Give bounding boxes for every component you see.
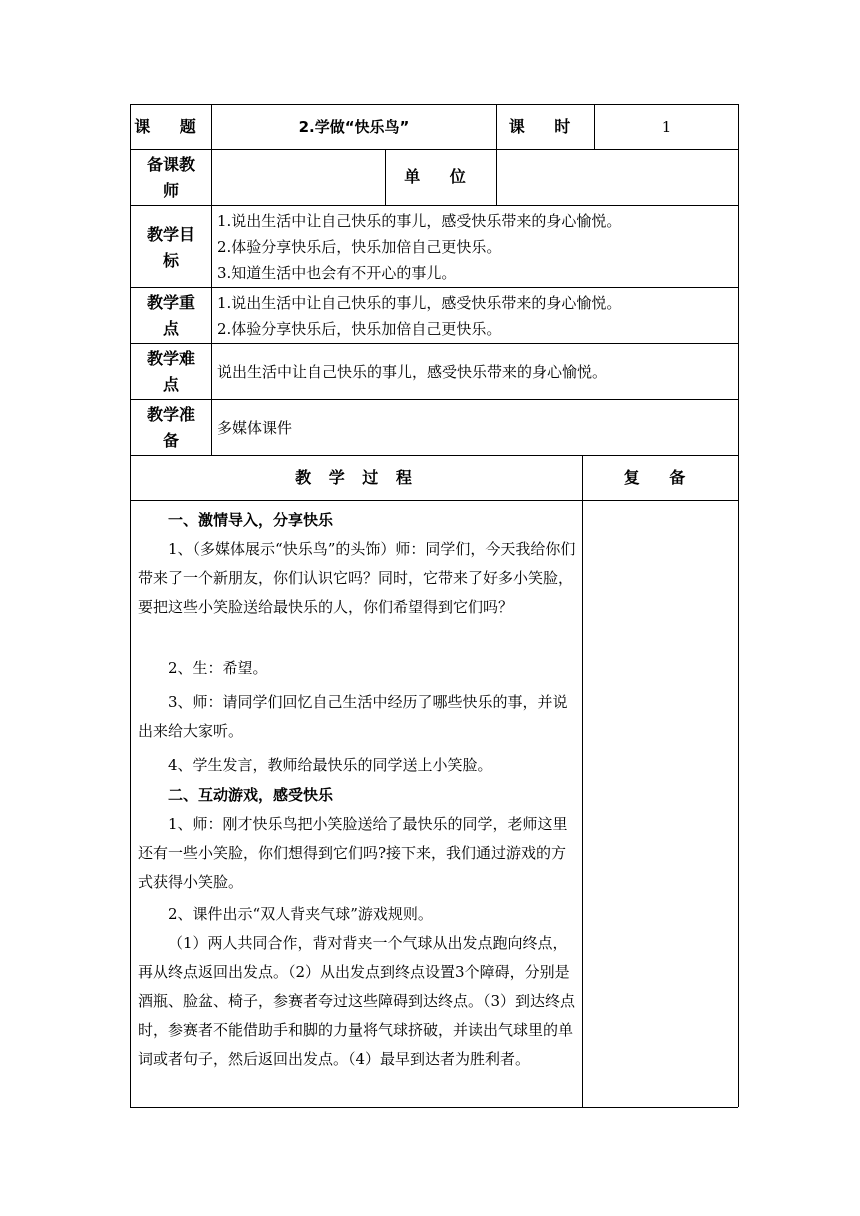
process-label: 教 学 过 程 [295, 468, 418, 487]
difficulty-label: 教学难点 [146, 349, 195, 394]
table-border-top [130, 104, 738, 105]
section-1-title: 一、激情导入，分享快乐 [168, 511, 334, 529]
section-2-paragraph: 1、师：刚才快乐鸟把小笑脸送给了最快乐的同学，老师这里还有一些小笑脸，你们想得到它们吗?接下来，我们通过游戏的方式获得小笑脸。 [138, 815, 568, 891]
period-value: 1 [661, 118, 672, 136]
review-notes-cell [583, 501, 738, 1107]
preparation-label: 教学准备 [146, 405, 195, 450]
key-point-item: 2.体验分享快乐后，快乐加倍自己更快乐。 [217, 320, 502, 338]
objective-item: 1.说出生活中让自己快乐的事儿，感受快乐带来的身心愉悦。 [217, 212, 622, 230]
table-rule [130, 343, 738, 344]
objective-item: 3.知道生活中也会有不开心的事儿。 [217, 264, 457, 282]
table-rule [211, 104, 212, 455]
section-2-paragraph: 2、课件出示“双人背夹气球”游戏规则。 [168, 905, 433, 923]
section-1-paragraph: 2、生：希望。 [168, 659, 268, 677]
section-2-title: 二、互动游戏，感受快乐 [168, 786, 334, 804]
table-border-bottom [130, 1107, 738, 1108]
difficulty-value: 说出生活中让自己快乐的事儿，感受快乐带来的身心愉悦。 [217, 363, 608, 381]
section-1-paragraph: 3、师：请同学们回忆自己生活中经历了哪些快乐的事，并说出来给大家听。 [138, 693, 568, 740]
table-rule [496, 149, 497, 205]
topic-value: 2.学做“快乐鸟” [298, 118, 410, 136]
table-rule [130, 399, 738, 400]
objective-item: 2.体验分享快乐后，快乐加倍自己更快乐。 [217, 238, 502, 256]
table-rule [130, 149, 738, 150]
key-points-label: 教学重点 [146, 293, 195, 338]
section-1-paragraph: 1、（多媒体展示“快乐鸟”的头饰）师：同学们，今天我给你们带来了一个新朋友，你们认识它吗？同时，它带来了好多小笑脸，要把这些小笑脸送给最快乐的人，你们希望得到它们吗？ [138, 540, 576, 616]
objectives-label: 教学目标 [146, 225, 195, 270]
topic-label: 课 题 [134, 117, 208, 136]
teacher-label: 备课教师 [146, 155, 195, 200]
table-border-right [738, 104, 739, 1107]
table-border-left [130, 104, 131, 1107]
table-rule [130, 205, 738, 206]
review-label: 复 备 [623, 468, 698, 487]
key-point-item: 1.说出生活中让自己快乐的事儿，感受快乐带来的身心愉悦。 [217, 294, 622, 312]
table-rule [130, 287, 738, 288]
preparation-value: 多媒体课件 [217, 419, 293, 437]
table-rule [130, 455, 738, 456]
unit-label: 单 位 [404, 167, 478, 186]
section-2-paragraph: （1）两人共同合作，背对背夹一个气球从出发点跑向终点，再从终点返回出发点。（2）从出发点到终点设置3个障碍，分别是酒瓶、脸盆、椅子，参赛者夸过这些障碍到达终点。（3）到达终点时，参赛者不能借助手和脚的力量将气球挤破，并读出气球里的单词或者句子，然后返回出发点。（4）最早到达者为胜利者。 [138, 934, 576, 1068]
section-1-paragraph: 4、学生发言，教师给最快乐的同学送上小笑脸。 [168, 756, 493, 774]
period-label: 课 时 [508, 117, 583, 136]
